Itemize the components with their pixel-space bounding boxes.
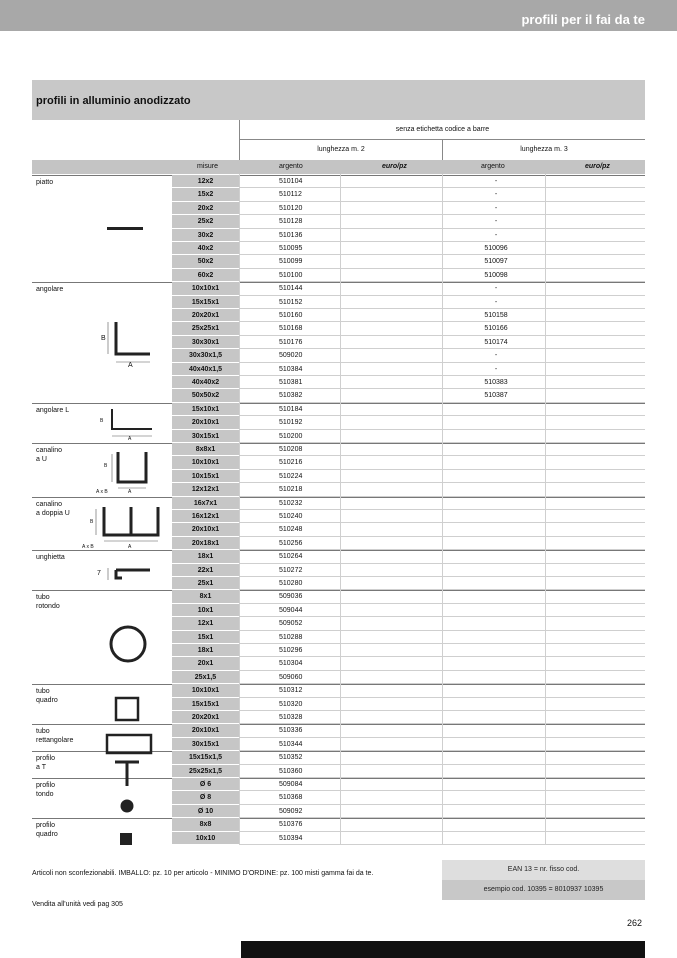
- code-length-3: 510097: [484, 258, 508, 266]
- table-row: [172, 765, 645, 778]
- table-row: [172, 751, 645, 764]
- group-label: tubo rotondo: [36, 594, 60, 611]
- flat-bar-icon: [105, 224, 145, 234]
- code-length-3: 510098: [484, 271, 508, 279]
- code-length-2: 509092: [279, 807, 303, 815]
- table-row: [172, 564, 645, 577]
- group-label: piatto: [36, 179, 54, 186]
- bottom-bar: [241, 941, 645, 958]
- table-row: [172, 738, 645, 751]
- table-row: [172, 791, 645, 804]
- table-row: [172, 778, 645, 791]
- size-cell: 8x8: [172, 818, 239, 831]
- group-label: profilo tondo: [36, 782, 56, 798]
- code-length-3: -: [494, 285, 498, 293]
- size-cell: 15x15x1: [172, 698, 239, 711]
- size-cell: 30x30x1,5: [172, 349, 239, 362]
- dim-a-l: A: [128, 436, 132, 442]
- table-row: [172, 416, 645, 429]
- round-tube-icon: [106, 622, 150, 666]
- table-row: [172, 456, 645, 469]
- table-row: [172, 296, 645, 309]
- table-row: [172, 363, 645, 376]
- dim-a-du: A: [128, 544, 132, 550]
- code-length-2: 510368: [279, 794, 303, 802]
- code-length-2: 510381: [279, 379, 303, 386]
- table-row: [172, 805, 645, 818]
- table-row: [172, 336, 645, 349]
- table-row: [172, 282, 645, 295]
- code-length-3: 510096: [484, 245, 508, 252]
- table-row: [172, 631, 645, 644]
- table-row: [172, 376, 645, 389]
- dim-b-u: B: [104, 463, 108, 469]
- code-length-2: 510352: [279, 754, 303, 762]
- size-cell: 20x20x1: [172, 309, 239, 322]
- table-row: [172, 657, 645, 670]
- dim-seven: 7: [97, 570, 101, 577]
- size-cell: 25x25x1: [172, 322, 239, 335]
- rect-tube-icon: [104, 730, 156, 758]
- size-cell: 10x15x1: [172, 470, 239, 483]
- group-label: unghietta: [36, 554, 65, 562]
- ean-example: esempio cod. 10395 = 8010937 10395: [442, 880, 645, 900]
- code-length-2: 510264: [279, 553, 303, 561]
- table-row: [172, 684, 645, 697]
- dim-a: A: [128, 362, 133, 369]
- size-cell: 50x2: [172, 255, 239, 268]
- table-row: [172, 590, 645, 603]
- code-length-2: 510248: [279, 526, 303, 534]
- size-cell: 40x40x2: [172, 376, 239, 389]
- size-cell: 10x10: [172, 832, 239, 845]
- dim-a-u: A: [128, 489, 132, 495]
- code-length-2: 510200: [279, 432, 303, 440]
- code-length-2: 510256: [279, 539, 303, 547]
- table-row: [172, 188, 645, 201]
- size-cell: 20x20x1: [172, 711, 239, 724]
- code-length-3: -: [494, 298, 498, 306]
- code-length-2: 510320: [279, 700, 303, 708]
- square-bar-icon: [117, 830, 137, 850]
- code-length-2: 510099: [279, 258, 303, 266]
- code-length-2: 510382: [279, 392, 303, 400]
- size-cell: 8x1: [172, 590, 239, 603]
- table-row: [172, 523, 645, 536]
- size-cell: 15x15x1: [172, 296, 239, 309]
- size-cell: 25x1: [172, 577, 239, 590]
- unit-sales-note: Vendita all'unità vedi pag 305: [32, 901, 123, 908]
- code-length-2: 510344: [279, 740, 303, 748]
- table-row: [172, 497, 645, 510]
- size-cell: 22x1: [172, 564, 239, 577]
- size-cell: 20x2: [172, 202, 239, 215]
- square-tube-icon: [112, 694, 144, 726]
- code-length-2: 510272: [279, 566, 303, 574]
- code-length-2: 510376: [279, 821, 303, 829]
- size-cell: 12x12x1: [172, 483, 239, 496]
- table-row: [172, 430, 645, 443]
- size-cell: 10x1: [172, 604, 239, 617]
- table-row: [172, 671, 645, 684]
- nail-profile-icon: [96, 564, 156, 584]
- group-label: angolare L: [36, 406, 70, 414]
- dim-b-l: B: [100, 418, 104, 424]
- code-length-3: -: [494, 352, 498, 360]
- table-row: [172, 242, 645, 255]
- table-row: [172, 724, 645, 737]
- group-label: profilo a T: [36, 755, 56, 772]
- size-cell: 16x12x1: [172, 510, 239, 523]
- table-row: [172, 322, 645, 335]
- double-u-channel-icon: [86, 503, 166, 547]
- table-row: [172, 617, 645, 630]
- ean-label: EAN 13 = nr. fisso cod.: [442, 860, 645, 880]
- size-cell: 18x1: [172, 550, 239, 563]
- size-cell: 30x15x1: [172, 430, 239, 443]
- column-divider: [545, 174, 546, 845]
- code-length-3: -: [494, 365, 498, 373]
- code-length-2: 510104: [279, 178, 303, 185]
- packaging-note: Articoli non sconfezionabili. IMBALLO: pz. 10 per articolo - MINIMO D'ORDINE: pz. 100 misti gamma fai da te.: [32, 870, 374, 877]
- size-cell: 20x10x1: [172, 523, 239, 536]
- size-cell: 15x2: [172, 188, 239, 201]
- size-cell: 25x25x1,5: [172, 765, 239, 778]
- table-row: [172, 644, 645, 657]
- column-divider: [340, 174, 341, 845]
- code-length-2: 510296: [279, 647, 303, 654]
- size-cell: 12x1: [172, 617, 239, 630]
- code-length-2: 510176: [279, 338, 303, 346]
- code-length-2: 510304: [279, 660, 303, 668]
- section-header: [32, 80, 645, 120]
- code-length-2: 510216: [279, 459, 303, 467]
- table-row: [172, 202, 645, 215]
- code-length-2: 510280: [279, 580, 303, 587]
- size-cell: 12x2: [172, 175, 239, 188]
- code-length-3: -: [494, 231, 498, 239]
- code-length-2: 509060: [279, 673, 303, 681]
- banner-title: profili per il fai da te: [521, 12, 645, 27]
- code-length-3: 510387: [484, 392, 508, 400]
- table-row: [172, 403, 645, 416]
- length-2-header: lunghezza m. 2: [239, 140, 442, 160]
- code-length-2: 510168: [279, 325, 303, 333]
- code-length-2: 510192: [279, 419, 303, 427]
- col-argento-2: argento: [279, 163, 303, 170]
- code-length-2: 510112: [279, 191, 302, 199]
- size-cell: 30x30x1: [172, 336, 239, 349]
- group-label: canalino a U: [36, 447, 63, 463]
- code-length-3: -: [494, 218, 498, 226]
- code-length-2: 510394: [279, 834, 303, 842]
- code-length-3: -: [494, 204, 498, 212]
- size-cell: 10x10x1: [172, 684, 239, 697]
- size-cell: 18x1: [172, 644, 239, 657]
- size-cell: 25x2: [172, 215, 239, 228]
- size-cell: 20x10x1: [172, 724, 239, 737]
- table-row: [172, 698, 645, 711]
- size-cell: Ø 8: [172, 791, 239, 804]
- size-cell: Ø 6: [172, 778, 239, 791]
- t-profile-icon: [112, 758, 142, 788]
- code-length-2: 510184: [279, 405, 303, 413]
- size-cell: 10x10x1: [172, 282, 239, 295]
- col-argento-3: argento: [481, 163, 505, 170]
- code-length-2: 510288: [279, 633, 303, 641]
- dim-b-du: B: [90, 519, 94, 525]
- code-length-3: 510158: [484, 312, 508, 319]
- size-cell: 50x50x2: [172, 389, 239, 402]
- table-row: [172, 309, 645, 322]
- column-divider: [239, 174, 240, 845]
- table-row: [172, 389, 645, 402]
- table-row: [172, 818, 645, 831]
- table-row: [172, 443, 645, 456]
- barcode-header: senza etichetta codice a barre: [239, 120, 645, 140]
- size-cell: 15x10x1: [172, 403, 239, 416]
- u-channel-icon: [98, 448, 158, 492]
- code-length-2: 510328: [279, 714, 303, 721]
- col-euro-2: euro/pz: [382, 163, 407, 170]
- code-length-2: 510208: [279, 446, 303, 453]
- table-row: [172, 832, 645, 845]
- table-row: [172, 349, 645, 362]
- table-row: [172, 269, 645, 282]
- table-row: [172, 604, 645, 617]
- table-row: [172, 483, 645, 496]
- code-length-3: 510166: [484, 325, 508, 333]
- group-label: angolare: [36, 286, 64, 294]
- code-length-2: 510095: [279, 245, 303, 252]
- angle-profile-icon: [96, 318, 156, 372]
- code-length-2: 509020: [279, 352, 303, 360]
- size-cell: 15x15x1,5: [172, 751, 239, 764]
- round-bar-icon: [117, 796, 137, 816]
- code-length-2: 510360: [279, 767, 303, 775]
- code-length-2: 510240: [279, 513, 303, 520]
- table-row: [172, 470, 645, 483]
- table-row: [172, 711, 645, 724]
- table-row: [172, 229, 645, 242]
- code-length-2: 510224: [279, 472, 303, 480]
- code-length-2: 510160: [279, 312, 303, 319]
- code-length-2: 510336: [279, 727, 303, 735]
- size-cell: 20x1: [172, 657, 239, 670]
- page-number: 262: [627, 918, 643, 928]
- code-length-2: 510144: [279, 285, 303, 293]
- code-length-3: -: [494, 191, 498, 199]
- table-row: [172, 215, 645, 228]
- size-cell: 15x1: [172, 631, 239, 644]
- size-cell: 30x2: [172, 229, 239, 242]
- col-misure: misure: [197, 163, 219, 170]
- column-header-row: [32, 160, 645, 174]
- code-length-2: 510120: [279, 204, 303, 212]
- code-length-2: 510218: [279, 486, 303, 494]
- table-row: [172, 537, 645, 550]
- size-cell: 60x2: [172, 269, 239, 282]
- group-label: profilo quadro: [36, 822, 58, 839]
- code-length-2: 509052: [279, 620, 303, 628]
- code-length-2: 510312: [279, 687, 303, 695]
- code-length-2: 510136: [279, 231, 303, 239]
- size-cell: 30x15x1: [172, 738, 239, 751]
- code-length-3: 510383: [484, 379, 508, 386]
- size-cell: 20x18x1: [172, 537, 239, 550]
- code-length-2: 510100: [279, 271, 303, 279]
- code-length-2: 510152: [279, 298, 303, 306]
- table-row: [172, 510, 645, 523]
- size-cell: 16x7x1: [172, 497, 239, 510]
- group-label: canalino a doppia U: [36, 500, 70, 517]
- code-length-3: 510174: [484, 338, 508, 346]
- code-length-2: 510384: [279, 365, 303, 373]
- dim-b: B: [101, 335, 106, 342]
- size-cell: Ø 10: [172, 805, 239, 818]
- code-length-2: 509044: [279, 606, 303, 614]
- section-title: profili in alluminio anodizzato: [36, 95, 191, 107]
- size-cell: 40x40x1,5: [172, 363, 239, 376]
- size-cell: 40x2: [172, 242, 239, 255]
- size-cell: 10x10x1: [172, 456, 239, 469]
- table-row: [172, 577, 645, 590]
- col-euro-3: euro/pz: [585, 163, 610, 170]
- code-length-2: 510128: [279, 218, 303, 226]
- table-row: [172, 255, 645, 268]
- code-length-2: 510232: [279, 499, 303, 507]
- dim-axb-u: A x B: [96, 489, 108, 495]
- length-3-header: lunghezza m. 3: [442, 140, 645, 160]
- table-row: [172, 550, 645, 563]
- size-cell: 8x8x1: [172, 443, 239, 456]
- group-label: tubo quadro: [36, 688, 58, 705]
- group-label: tubo rettangolare: [36, 728, 74, 745]
- size-cell: 25x1,5: [172, 671, 239, 684]
- size-cell: 20x10x1: [172, 416, 239, 429]
- code-length-3: -: [494, 178, 498, 185]
- table-row: [172, 175, 645, 188]
- code-length-2: 509036: [279, 593, 303, 601]
- column-divider: [442, 174, 443, 845]
- dim-axb-du: A x B: [82, 544, 94, 550]
- code-length-2: 509084: [279, 781, 303, 788]
